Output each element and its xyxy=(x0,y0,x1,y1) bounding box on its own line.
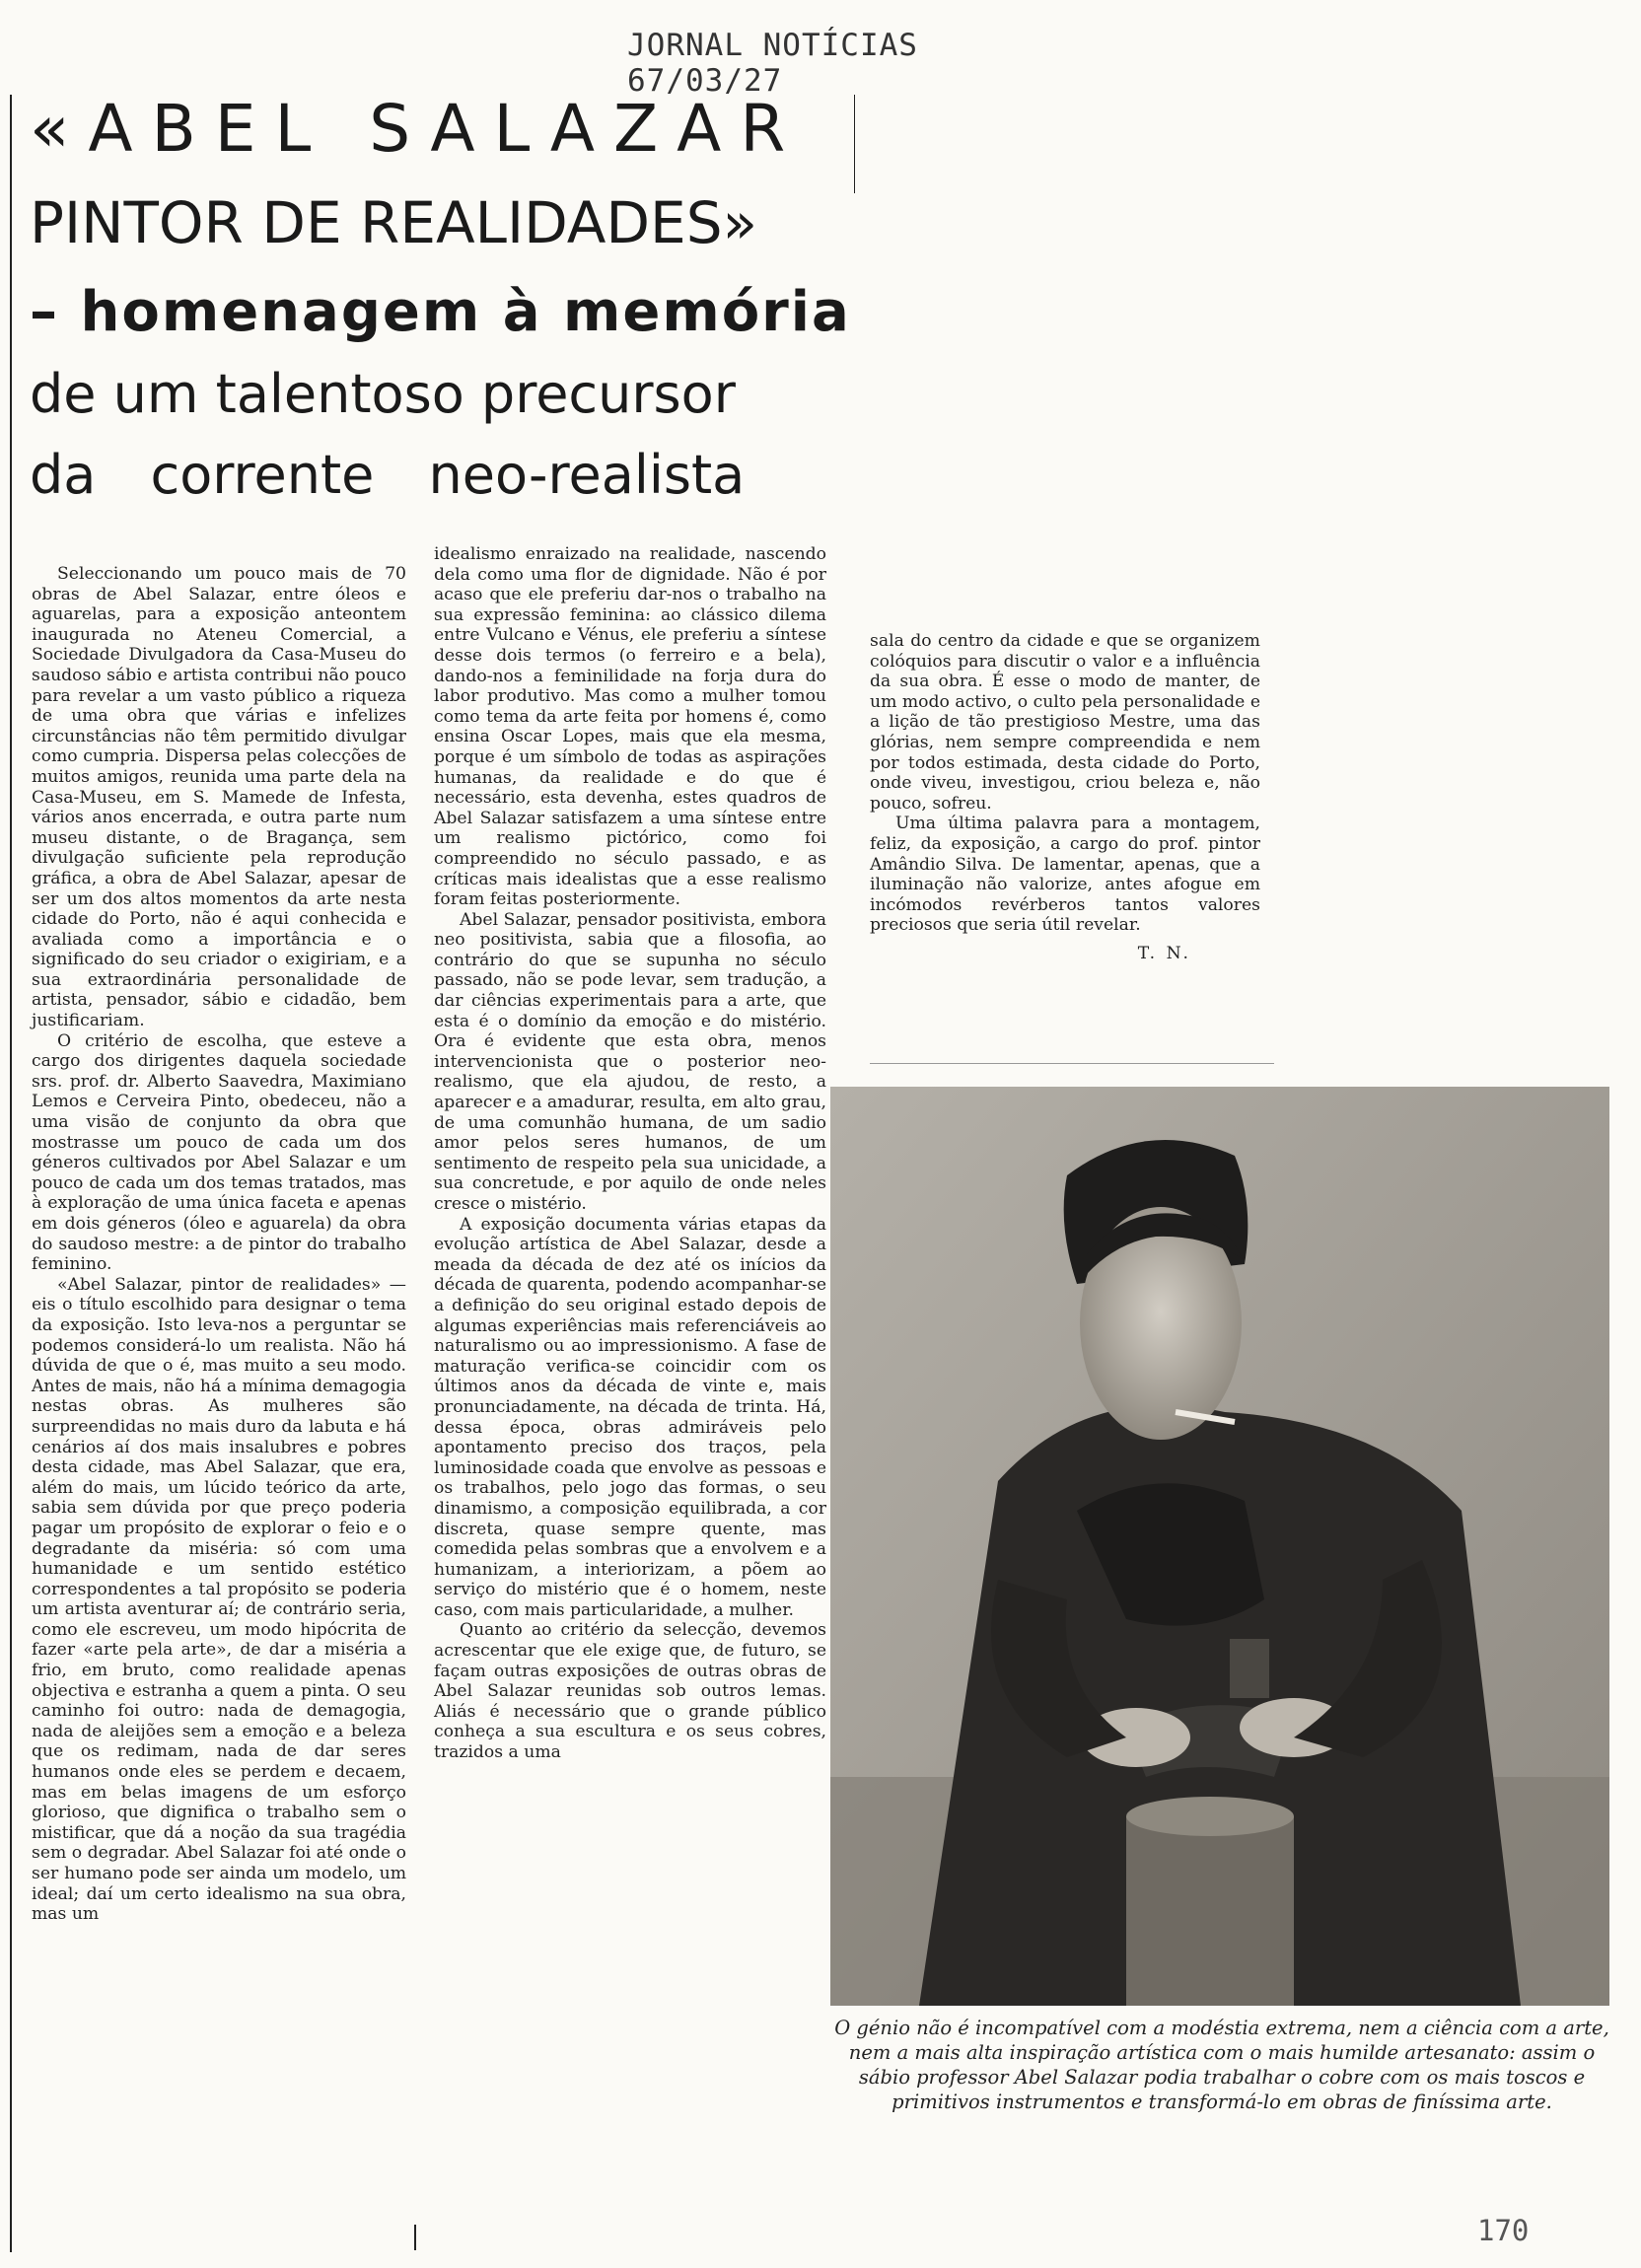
author-signature: T. N. xyxy=(1137,943,1191,963)
paragraph: Seleccionando um pouco mais de 70 obras de Abel Salazar, entre óleos e aguarelas, para a exposição anteontem inaugurada no Ateneu Comercial, a Sociedade Divulgadora da Casa-Museu do saudoso sábio e artista contribui não pouco para revelar a um vasto público a riqueza de uma obra que várias e infelizes circunstâncias não têm permitido divulgar como cumpria. Dispersa pelas colecções de muitos amigos, reunida uma parte dela na Casa-Museu, em S. Mamede de Infesta, vários anos encerrada, e outra parte num museu distante, o de Bragança, sem divulgação suficiente pela reprodução gráfica, a obra de Abel Salazar, apesar de ser um dos altos momentos da arte nesta cidade do Porto, não é aqui conhecida e avaliada como a importância e o significado do seu criador o exigiriam, e a sua extraordinária personalidade de artista, pensador, sábio e cidadão, bem justificariam. xyxy=(32,564,406,1031)
bottom-right-rule xyxy=(414,2225,416,2250)
paragraph: A exposição documenta várias etapas da evolução artística de Abel Salazar, desde a meada da década de dez até os inícios da década de quarenta, podendo acompanhar-se a definição do seu original estado depois de algumas experiências mais referenciáveis ao naturalismo ou ao impressionismo. A fase de maturação verifica-se coincidir com os últimos anos da década de vinte e, mais pronunciadamente, na década de trinta. Há, dessa época, obras admiráveis pelo apontamento preciso dos traços, pela luminosidade coada que envolve as pessoas e os trabalhos, pelo jogo das formas, o seu dinamismo, a composição equilibrada, a cor discreta, quase sempre quente, mas comedida pelas sombras que a envolvem e a humanizam, a interiorizam, a põem ao serviço do mistério que é o homem, neste caso, com mais particularidade, a mulher. xyxy=(434,1214,826,1620)
article-column-3 xyxy=(870,631,1260,964)
portrait-photo xyxy=(830,1087,1609,2006)
paragraph: Quanto ao critério da selecção, devemos acrescentar que ele exige que, de futuro, se façam outras exposições de outras obras de Abel Salazar reunidas sob outros lemas. Aliás é necessário que o grande público conheça a sua escultura e os seus cobres, trazidos a uma xyxy=(434,1620,826,1763)
stamp-date: 67/03/27 xyxy=(627,63,783,99)
article-column-2 xyxy=(434,544,826,1763)
article-column-1 xyxy=(32,564,406,1925)
paragraph: Uma última palavra para a montagem, feliz, da exposição, a cargo do prof. pintor Amândio Silva. De lamentar, apenas, que a iluminação não valorize, antes afogue em incómodos revérberos tantos valores preciosos que seria útil revelar. xyxy=(870,814,1260,936)
paragraph: idealismo enraizado na realidade, nascendo dela como uma flor de dignidade. Não é por acaso que ele preferiu dar-nos o trabalho na sua expressão feminina: ao clássico dilema entre Vulcano e Vénus, ele preferiu a síntese desse dois termos (o ferreiro e a bela), dando-nos a feminilidade na forja dura do labor produtivo. Mas como a mulher tomou como tema da arte feita por homens é, como ensina Oscar Lopes, mais que ela mesma, porque é um símbolo de todas as aspirações humanas, da realidade e do que é necessário, esta devenha, estes quadros de Abel Salazar satisfazem a uma síntese entre um realismo pictórico, como foi compreendido no século passado, e as críticas mais idealistas que a esse realismo foram feitas posteriormente. xyxy=(434,544,826,910)
archive-stamp xyxy=(627,28,982,99)
stamp-source: JORNAL NOTÍCIAS xyxy=(627,28,918,63)
paragraph: sala do centro da cidade e que se organizem colóquios para discutir o valor e a influência da sua obra. É esse o modo de manter, de um modo activo, o culto pela personalidade e a lição de tão prestigioso Mestre, uma das glórias, nem sempre compreendida e nem por todos estimada, desta cidade do Porto, onde viveu, investigou, criou beleza e, não pouco, sofreu. xyxy=(870,631,1260,814)
headline-line-2: PINTOR DE REALIDADES» xyxy=(30,189,757,256)
paragraph: Abel Salazar, pensador positivista, embora neo positivista, sabia que a filosofia, ao contrário do que se supunha no século passado, não se pode levar, sem tradução, a dar ciências experimentais para a arte, que esta é o domínio da emoção e do mistério. Ora é evidente que esta obra, menos intervencionista que o posterior neo-realismo, que ela ajudou, de resto, a aparecer e a amadurar, resulta, em alto grau, de uma comunhão humana, de um sadio amor pelos seres humanos, de um sentimento de respeito pela sua unicidade, a sua concretude, e por aquilo de onde neles cresce o mistério. xyxy=(434,909,826,1214)
headline-line-3: – homenagem à memória xyxy=(30,280,851,344)
photo-caption: O génio não é incompatível com a modéstia extrema, nem a ciência com a arte, nem a mais alta inspiração artística com o mais humilde artesanato: assim o sábio professor Abel Salazar podia trabalhar o cobre com os mais toscos e primitivos instrumentos e transformá-lo em obras de finíssima arte. xyxy=(834,2017,1609,2113)
headline-line-5: da corrente neo-realista xyxy=(30,444,746,506)
headline-line-1: «ABEL SALAZAR xyxy=(30,91,805,167)
headline xyxy=(30,91,851,523)
left-column-rule xyxy=(10,95,12,2252)
headline-line-4: de um talentoso precursor xyxy=(30,363,736,425)
paragraph: «Abel Salazar, pintor de realidades» — eis o título escolhido para designar o tema da exposição. Isto leva-nos a perguntar se podemos considerá-lo um realista. Não há dúvida de que o é, mas muito a seu modo. Antes de mais, não há a mínima demagogia nestas obras. As mulheres são surpreendidas no mais duro da labuta e há cenários aí dos mais insalubres e pobres desta cidade, mas Abel Salazar, que era, além do mais, um lúcido teórico da arte, sabia sem dúvida por que preço poderia pagar um propósito de explorar o feio e o degradante da miséria: só com uma humanidade e um sentido estético correspondentes a tal propósito se poderia um artista aventurar aí; de contrário seria, como ele escreveu, um modo hipócrita de fazer «arte pela arte», de dar a miséria a frio, em bruto, como realidade apenas objectiva e estranha a quem a pinta. O seu caminho foi outro: nada de demagogia, nada de aleijões sem a emoção e a beleza que os redimam, nada de dar seres humanos onde eles se perdem e decaem, mas em belas imagens de um esforço glorioso, que dignifica o trabalho sem o mistificar, que dá a noção da sua tragédia sem o degradar. Abel Salazar foi até onde o ser humano pode ser ainda um modelo, um ideal; daí um certo idealismo na sua obra, mas um xyxy=(32,1274,406,1925)
column-divider xyxy=(870,1063,1274,1064)
page-number: 170 xyxy=(1477,2214,1530,2247)
paragraph: O critério de escolha, que esteve a cargo dos dirigentes daquela sociedade srs. prof. dr. Alberto Saavedra, Maximiano Lemos e Cerveira Pinto, obedeceu, não a uma visão de conjunto da obra que mostrasse um pouco de cada um dos géneros cultivados por Abel Salazar e um pouco de cada um dos temas tratados, mas à exploração de uma única faceta e apenas em dois géneros (óleo e aguarela) da obra do saudoso mestre: a de pintor do trabalho feminino. xyxy=(32,1030,406,1275)
right-border-rule xyxy=(854,95,855,193)
